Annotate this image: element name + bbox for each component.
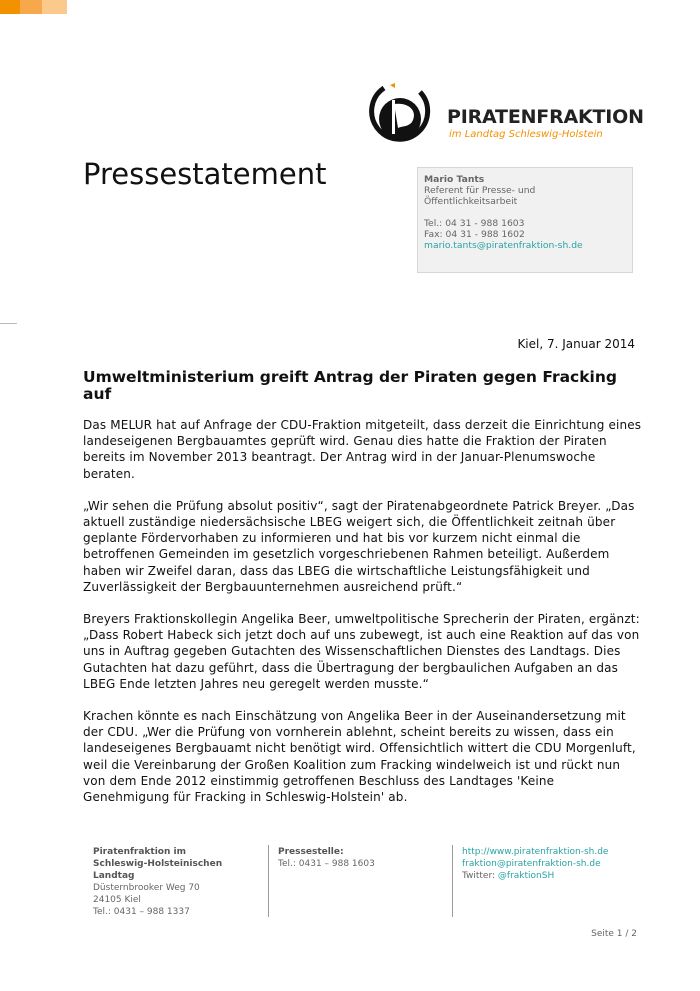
footer-org-line: Piratenfraktion im	[93, 847, 186, 857]
footer-org-line: Schleswig-Holsteinischen	[93, 859, 223, 869]
footer-mail-link[interactable]: fraktion@piratenfraktion-sh.de	[462, 859, 601, 869]
footer-web-link[interactable]: http://www.piratenfraktion-sh.de	[462, 847, 609, 857]
footer-street: Düsternbrooker Weg 70	[93, 883, 200, 893]
contact-email-link[interactable]: mario.tants@piratenfraktion-sh.de	[424, 240, 583, 251]
date-line: Kiel, 7. Januar 2014	[517, 337, 635, 351]
contact-name: Mario Tants	[424, 174, 485, 185]
paragraph: Breyers Fraktionskollegin Angelika Beer, umweltpolitische Sprecherin der Piraten, ergänzt: „Dass Robert Habeck sich jetzt doch auf uns zubewegt, ist auch eine Reaktion auf das von uns in Auftrag gegeben Gutachten des Wissenschaftlichen Dienstes des Landtags. Dies Gutachten hat dazu geführt, dass die Übertragung der bergbaulichen Aufgaben an das LBEG Ende letzten Jahres neu geregelt werden musste.“	[83, 612, 640, 691]
footer-org-line: Landtag	[93, 871, 135, 881]
fold-mark	[0, 323, 17, 324]
contact-fax: Fax: 04 31 - 988 1602	[424, 229, 525, 240]
logo-subtitle: im Landtag Schleswig-Holstein	[449, 129, 603, 140]
article-body	[83, 417, 643, 821]
footer-divider	[268, 845, 269, 917]
contact-box	[417, 167, 633, 273]
paragraph: „Wir sehen die Prüfung absolut positiv“, sagt der Piratenabgeordnete Patrick Breyer. „Das aktuell zuständige niedersächsische LBEG weigert sich, die Öffentlichkeit zeitnah über geplante Fördervorhaben zu informieren und hat bis vor kurzem nicht einmal die betroffenen Gemeinden im gesetzlich vorgeschriebenen Rahmen beteiligt. Außerdem haben wir Zweifel daran, dass das LBEG die wirtschaftliche Leistungsfähigkeit und Zuverlässigkeit der Bergbauunternehmen ausreichend prüft.“	[83, 498, 635, 594]
logo-name: PIRATENFRAKTION	[447, 106, 644, 128]
footer-press-tel: Tel.: 0431 – 988 1603	[278, 859, 375, 869]
footer-divider	[452, 845, 453, 917]
paragraph: Das MELUR hat auf Anfrage der CDU-Fraktion mitgeteilt, dass derzeit die Einrichtung eines landeseigenen Bergbauamtes geprüft wird. Genau dies hatte die Fraktion der Piraten bereits im November 2013 beantragt. Der Antrag wird in der Januar-Plenumswoche beraten.	[83, 418, 642, 481]
footer-org-tel: Tel.: 0431 – 988 1337	[93, 907, 190, 917]
footer-links	[462, 846, 642, 882]
contact-role: Referent für Presse- und Öffentlichkeitsarbeit	[424, 185, 536, 207]
page-number: Seite 1 / 2	[591, 929, 637, 939]
footer-twitter-link[interactable]: @fraktionSH	[497, 871, 555, 881]
contact-tel: Tel.: 04 31 - 988 1603	[424, 218, 525, 229]
pirate-sail-icon	[362, 82, 442, 144]
footer-press-label: Pressestelle:	[278, 847, 344, 857]
footer-city: 24105 Kiel	[93, 895, 141, 905]
footer-twitter-label: Twitter:	[462, 871, 498, 881]
footer-press	[278, 846, 448, 870]
footer-address	[93, 846, 263, 918]
article-headline: Umweltministerium greift Antrag der Piraten gegen Fracking auf	[83, 368, 618, 403]
page-title: Pressestatement	[83, 157, 327, 191]
paragraph: Krachen könnte es nach Einschätzung von Angelika Beer in der Auseinandersetzung mit der CDU. „Wer die Prüfung von vornherein ablehnt, scheint bereits zu wissen, dass ein landeseigenes Bergbauamt nicht benötigt wird. Offensichtlich wittert die CDU Morgenluft, weil die Vereinbarung der Großen Koalition zum Fracking windelweich ist und rückt nun von dem Ende 2012 einstimmig getroffenen Beschluss des Landtages 'Keine Genehmigung für Fracking in Schleswig-Holstein' ab.	[83, 709, 636, 805]
